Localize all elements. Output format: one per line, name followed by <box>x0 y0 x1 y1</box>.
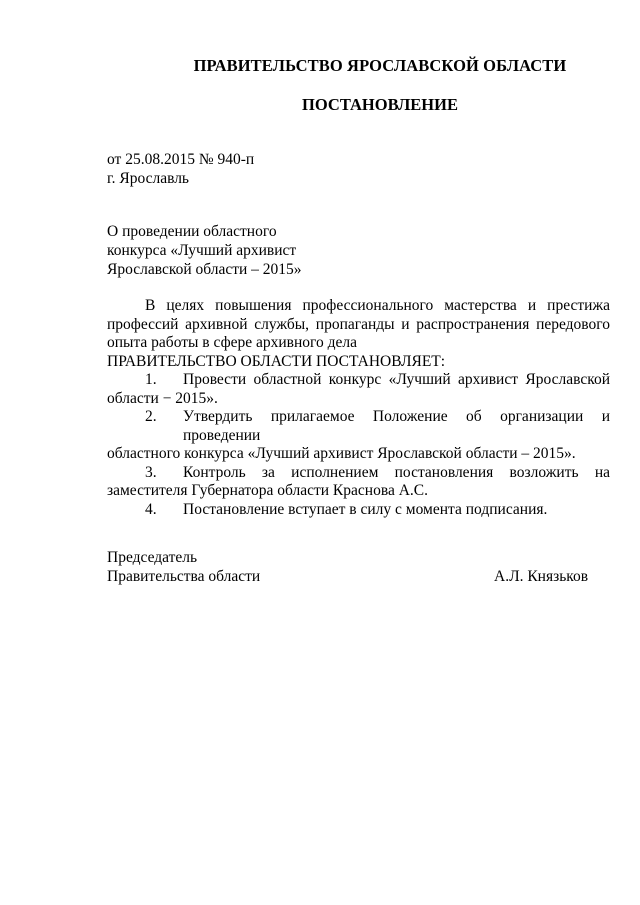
signature-position <box>107 548 260 586</box>
subject-line: Ярославской области – 2015» <box>107 261 302 278</box>
item-text: Утвердить прилагаемое Положение об организации и проведении <box>183 408 610 444</box>
government-title: ПРАВИТЕЛЬСТВО ЯРОСЛАВСКОЙ ОБЛАСТИ <box>193 56 567 75</box>
document-type-title: ПОСТАНОВЛЕНИЕ <box>302 95 458 114</box>
item-text-continued: областного конкурса «Лучший архивист Ярославской области – 2015». <box>107 445 576 462</box>
city: г. Ярославль <box>107 170 189 187</box>
preamble-line: профессий архивной службы, пропаганды и распространения передового <box>107 315 610 333</box>
preamble-line: В целях повышения профессионального мастерства и престижа <box>145 297 610 314</box>
signature-position-line: Правительства области <box>107 568 261 585</box>
resolution-body <box>107 297 610 519</box>
item-number: 3. <box>145 463 157 481</box>
subject-line: конкурса «Лучший архивист <box>107 242 297 259</box>
resolves-heading: ПРАВИТЕЛЬСТВО ОБЛАСТИ ПОСТАНОВЛЯЕТ: <box>107 352 446 370</box>
item-text: Постановление вступает в силу с момента подписания. <box>183 500 548 518</box>
signature-name: А.Л. Князьков <box>494 568 589 585</box>
item-number: 1. <box>145 371 157 388</box>
resolution-item <box>107 501 610 520</box>
signature-position-line: Председатель <box>107 549 198 566</box>
resolution-item <box>107 464 610 501</box>
subject-line: О проведении областного <box>107 223 277 240</box>
item-text: Провести областной конкурс «Лучший архивист Ярославской <box>183 371 610 388</box>
date-number: от 25.08.2015 № 940-п <box>107 151 255 168</box>
item-number: 4. <box>145 500 157 518</box>
resolution-item <box>107 408 610 464</box>
item-text-continued: заместителя Губернатора области Краснова А.С. <box>107 482 428 499</box>
item-text: Контроль за исполнением постановления возложить на <box>183 463 610 481</box>
item-text-continued: области − 2015». <box>107 389 218 407</box>
preamble-line: опыта работы в сфере архивного дела <box>107 334 358 351</box>
resolution-item <box>107 371 610 408</box>
item-number: 2. <box>145 408 157 425</box>
